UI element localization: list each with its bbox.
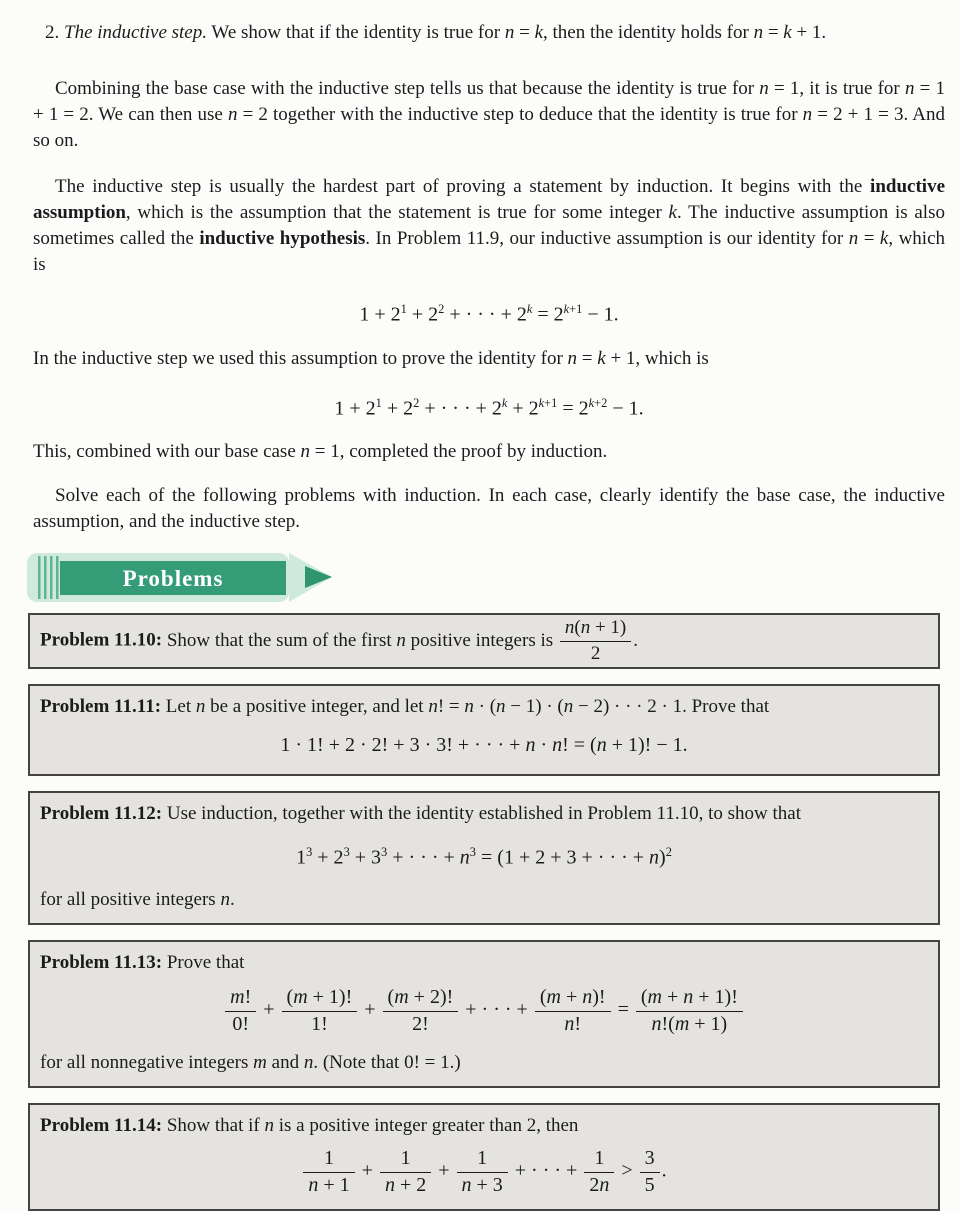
paragraph-inductive-assumption: The inductive step is usually the hardest part of proving a statement by induction. It begins with the inductive assumption, which is the assumption that the statement is true for some integer k. The inductive assumption is also sometimes called the inductive hypothesis. In Problem 11.9, our inductive assumption is our identity for n = k, which is	[33, 176, 946, 275]
pencil-eraser-stripe	[56, 556, 59, 599]
problem-box-11-11	[28, 684, 940, 776]
problem-box-11-13	[28, 940, 940, 1088]
problem-text: Show that the sum of the first n positive integers is $\frac{n(n + 1)}{2}$ .	[162, 617, 639, 664]
equation-inductive-step: $1 + 2^1 + 2^2$ + · · · + $2^k + 2^{k+1} = 2^{k+2} - 1$.	[334, 395, 644, 420]
problem-label: Problem 11.13:	[40, 951, 163, 973]
paragraph-solve-instructions: Solve each of the following problems with induction. In each case, clearly identify the base case, the inductive assumption, and the inductive step.	[33, 485, 945, 533]
pencil-eraser-stripe	[38, 556, 41, 599]
problem-statement	[30, 793, 938, 827]
problem-box-11-10	[28, 613, 940, 669]
problem-label: Problem 11.11:	[40, 696, 162, 718]
inductive-step-item: 2. The inductive step. We show that if the identity is true for n = k, then the identity holds for n = k + 1.	[45, 22, 827, 43]
equation-inductive-assumption: $1 + 2^1 + 2^2$ + · · · + $2^k = 2^{k+1} - 1$.	[359, 302, 619, 326]
problems-banner-label: Problems	[122, 566, 224, 592]
problem-equation: $1^3 + 2^3 + 3^3$ + · · · + $n^3 = (1 + 2 + 3$ + · · · + n)$^2$	[296, 845, 672, 869]
problem-text: Let n be a positive integer, and let n! = n · (n − 1) · (n − 2) · · · 2 · 1. Prove that	[161, 696, 770, 718]
problem-box-11-12	[28, 791, 940, 925]
problem-label: Problem 11.12:	[40, 803, 163, 825]
problem-footer: for all nonnegative integers m and n. (Note that 0! = 1.)	[40, 1052, 461, 1074]
paragraph-used-assumption: In the inductive step we used this assumption to prove the identity for n = k + 1, which is	[33, 347, 709, 369]
problem-equation: 1 · 1! + 2 · 2! + 3 · 3! + · · · + n · n! = (n + 1)! − 1.	[280, 734, 688, 757]
problems-banner	[25, 549, 945, 605]
pencil-icon	[25, 549, 335, 605]
problem-text: Use induction, together with the identity established in Problem 11.10, to show that	[162, 803, 801, 825]
problem-equation: $\frac{1}{n + 1}$ + $\frac{1}{n + 2}$ + $\frac{1}{n + 3}$ + · · · + $\frac{1}{2n}$ > $\frac{3}{5}$ .	[38, 1147, 930, 1197]
paragraph-proof-completed: This, combined with our base case n = 1, completed the proof by induction.	[33, 441, 608, 463]
problem-footer: for all positive integers n.	[40, 888, 235, 910]
problem-statement	[30, 942, 938, 976]
problem-statement	[30, 617, 650, 665]
pencil-eraser-stripe	[44, 556, 47, 599]
pencil-eraser-stripe	[50, 556, 53, 599]
problem-text: Show that if n is a positive integer greater than 2, then	[162, 1115, 579, 1137]
problem-statement	[30, 686, 938, 720]
paragraph-combining: Combining the base case with the inductive step tells us that because the identity is true for n = 1, it is true for n = 1 + 1 = 2. We can then use n = 2 together with the inductive step to deduce that the identity is true for n = 2 + 1 = 3. And so on.	[33, 78, 946, 151]
problem-statement	[30, 1105, 938, 1139]
problem-label: Problem 11.14:	[40, 1115, 163, 1137]
problem-text: Prove that	[162, 951, 245, 973]
problem-equation: $\frac{m!}{0!}$ + $\frac{(m + 1)!}{1!}$ + $\frac{(m + 2)!}{2!}$ + · · · + $\frac{(m + n)!}{n!}$ = $\frac{(m + n + 1)!}{n!(m + 1)}$	[38, 986, 930, 1036]
problem-box-11-14	[28, 1103, 940, 1211]
problem-label: Problem 11.10:	[40, 629, 163, 651]
